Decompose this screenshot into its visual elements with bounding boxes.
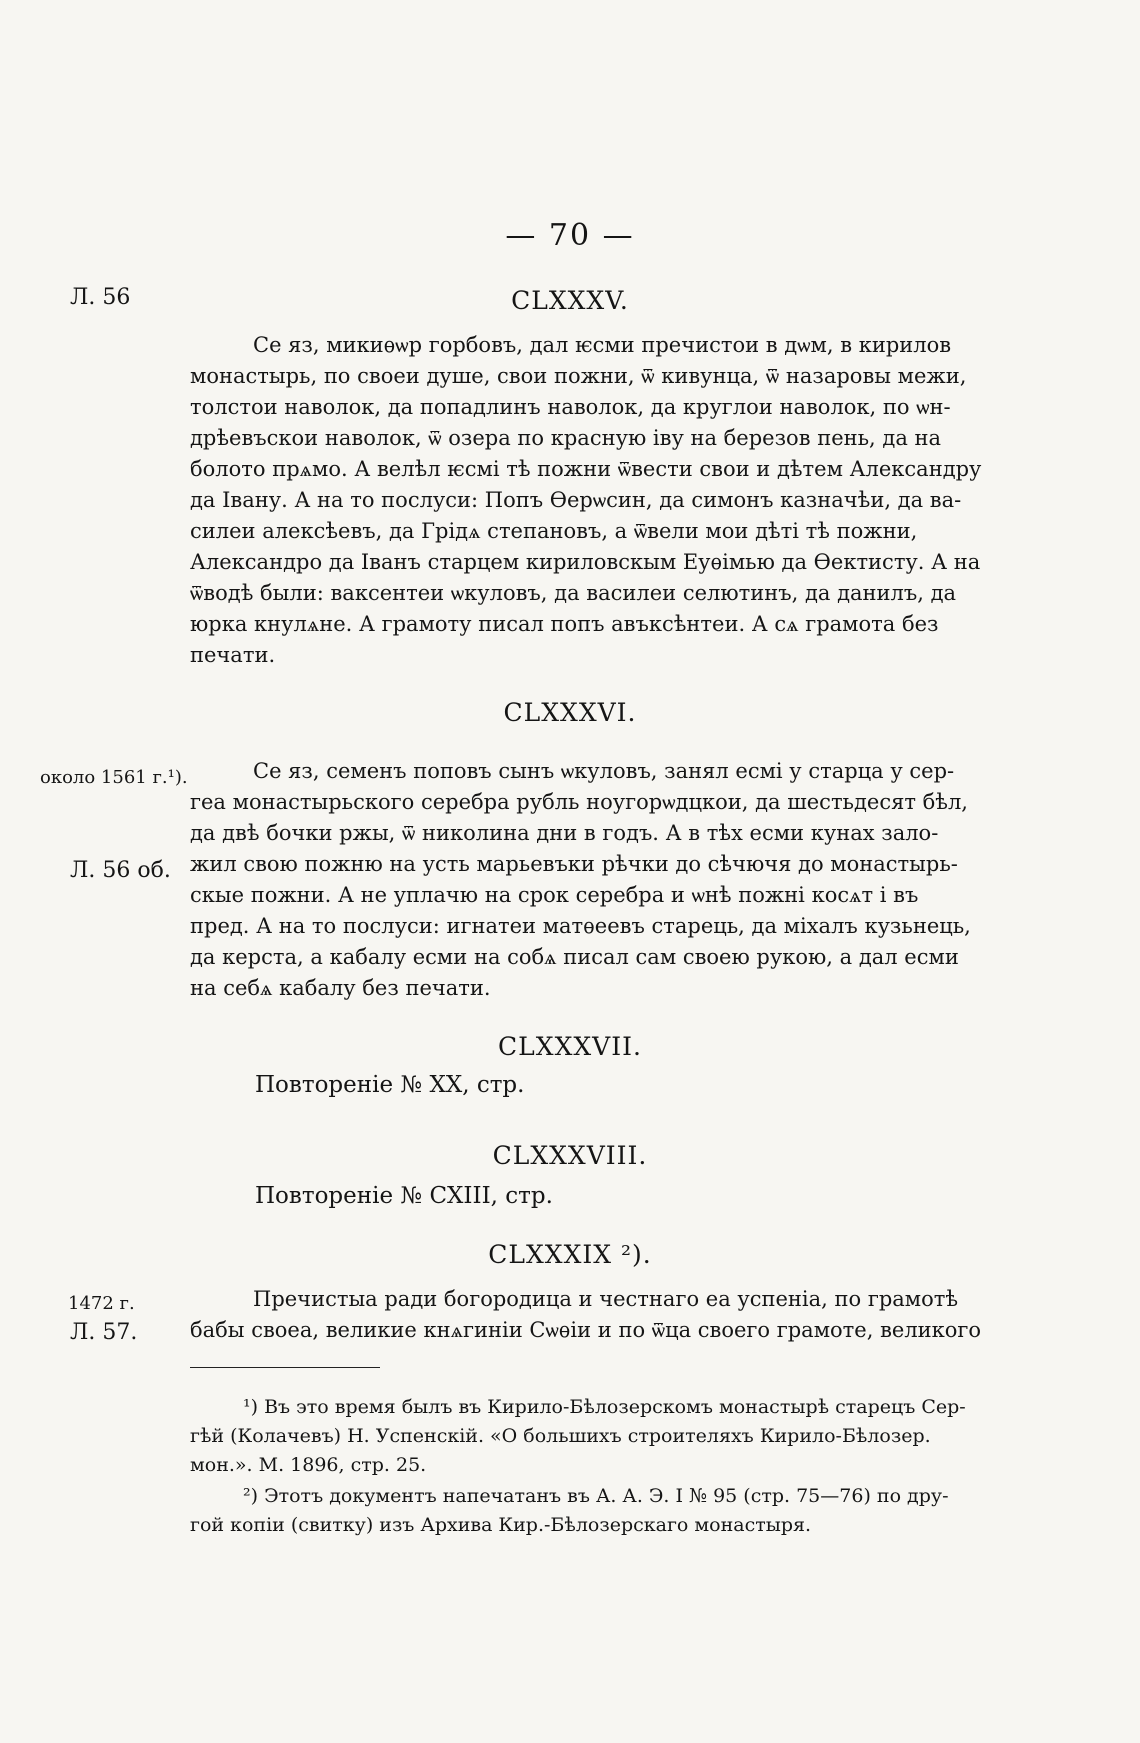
text-line: да двѣ бочки ржы, ѿ николина дни в годъ. А в тѣх есми кунах зало-: [190, 821, 939, 845]
text-line: да керста, а кабалу есми на собѧ писал сам своею рукою, а дал есми: [190, 945, 959, 969]
footnote-line: ²) Этотъ документъ напечатанъ въ А. А. Э. I № 95 (стр. 75—76) по дру-: [243, 1485, 949, 1507]
text-line: юрка кнулѧне. А грамоту писал попъ авъксѣнтеи. А сѧ грамота без: [190, 612, 939, 636]
section-186-text: [190, 756, 1005, 1004]
text-line: Се яз, семенъ поповъ сынъ ѡкуловъ, занял есмі у старца у сер-: [253, 759, 955, 783]
margin-note-date-1472: 1472 г.: [68, 1293, 135, 1314]
section-185-text: [190, 330, 1005, 671]
footnote-divider: [190, 1367, 380, 1368]
text-line: толстои наволок, да попадлинъ наволок, да круглои наволок, по ѡн-: [190, 395, 951, 419]
text-line: бабы своеа, великие кнѧгиніи Сѡѳіи и по ѿца своего грамоте, великого: [190, 1318, 982, 1342]
text-line: пред. А на то послуси: игнатеи матѳеевъ старець, да міхалъ кузьнець,: [190, 914, 971, 938]
section-heading-187: CLXXXVII.: [498, 1032, 642, 1061]
text-line: скые пожни. А не уплачю на срок серебра и ѡнѣ пожні косѧт і въ: [190, 883, 919, 907]
section-189-text: [190, 1284, 1005, 1346]
footnote-line: гѣй (Колачевъ) Н. Успенскій. «О большихъ строителяхъ Кирило-Бѣлозер.: [190, 1425, 931, 1447]
repeat-note-188: Повтореніе № CXIII, стр.: [255, 1183, 553, 1209]
footnote-1: [190, 1393, 1005, 1480]
text-line: Александро да Іванъ старцем кириловскым Еуѳімью да Ѳектисту. А на: [190, 550, 981, 574]
margin-note-folio-56: Л. 56: [70, 285, 131, 310]
footnote-2: [190, 1482, 1005, 1540]
footnote-line: гой копіи (свитку) изъ Архива Кир.-Бѣлозерскаго монастыря.: [190, 1514, 812, 1536]
text-line: Се яз, микиѳѡр горбовъ, дал ѥсми пречистои в дѡм, в кирилов: [253, 333, 952, 357]
footnote-line: мон.». М. 1896, стр. 25.: [190, 1454, 427, 1476]
margin-note-folio-57: Л. 57.: [70, 1320, 138, 1345]
section-heading-189: CLXXXIX ²).: [488, 1240, 652, 1269]
margin-note-date-1561: около 1561 г.¹).: [40, 767, 188, 788]
margin-note-folio-56-verso: Л. 56 об.: [70, 858, 171, 883]
text-line: дрѣевъскои наволок, ѿ озера по красную іву на березов пень, да на: [190, 426, 942, 450]
section-heading-188: CLXXXVIII.: [492, 1141, 648, 1170]
text-line: геа монастырьского серебра рубль ноугорѡдцкои, да шестьдесят бѣл,: [190, 790, 968, 814]
text-line: болото прѧмо. А велѣл ѥсмі тѣ пожни ѿвести свои и дѣтем Александру: [190, 457, 982, 481]
text-line: да Івану. А на то послуси: Попъ Ѳерѡсин, да симонъ казначѣи, да ва-: [190, 488, 962, 512]
page-number: — 70 —: [505, 218, 635, 253]
footnote-line: ¹) Въ это время былъ въ Кирило-Бѣлозерскомъ монастырѣ старецъ Сер-: [243, 1396, 966, 1418]
section-heading-186: CLXXXVI.: [503, 698, 637, 727]
text-line: силеи алексѣевъ, да Грідѧ степановъ, а ѿвели мои дѣті тѣ пожни,: [190, 519, 918, 543]
section-heading-185: CLXXXV.: [511, 286, 629, 315]
text-line: жил свою пожню на усть марьевъки рѣчки до сѣчючя до монастырь-: [190, 852, 958, 876]
text-line: Пречистыа ради богородица и честнаго еа успеніа, по грамотѣ: [253, 1287, 959, 1311]
text-line: печати.: [190, 643, 276, 667]
text-line: монастырь, по своеи душе, свои пожни, ѿ кивунца, ѿ назаровы межи,: [190, 364, 967, 388]
repeat-note-187: Повтореніе № XX, стр.: [255, 1072, 525, 1098]
text-line: ѿводѣ были: ваксентеи ѡкуловъ, да василеи селютинъ, да данилъ, да: [190, 581, 957, 605]
text-line: на себѧ кабалу без печати.: [190, 976, 491, 1000]
